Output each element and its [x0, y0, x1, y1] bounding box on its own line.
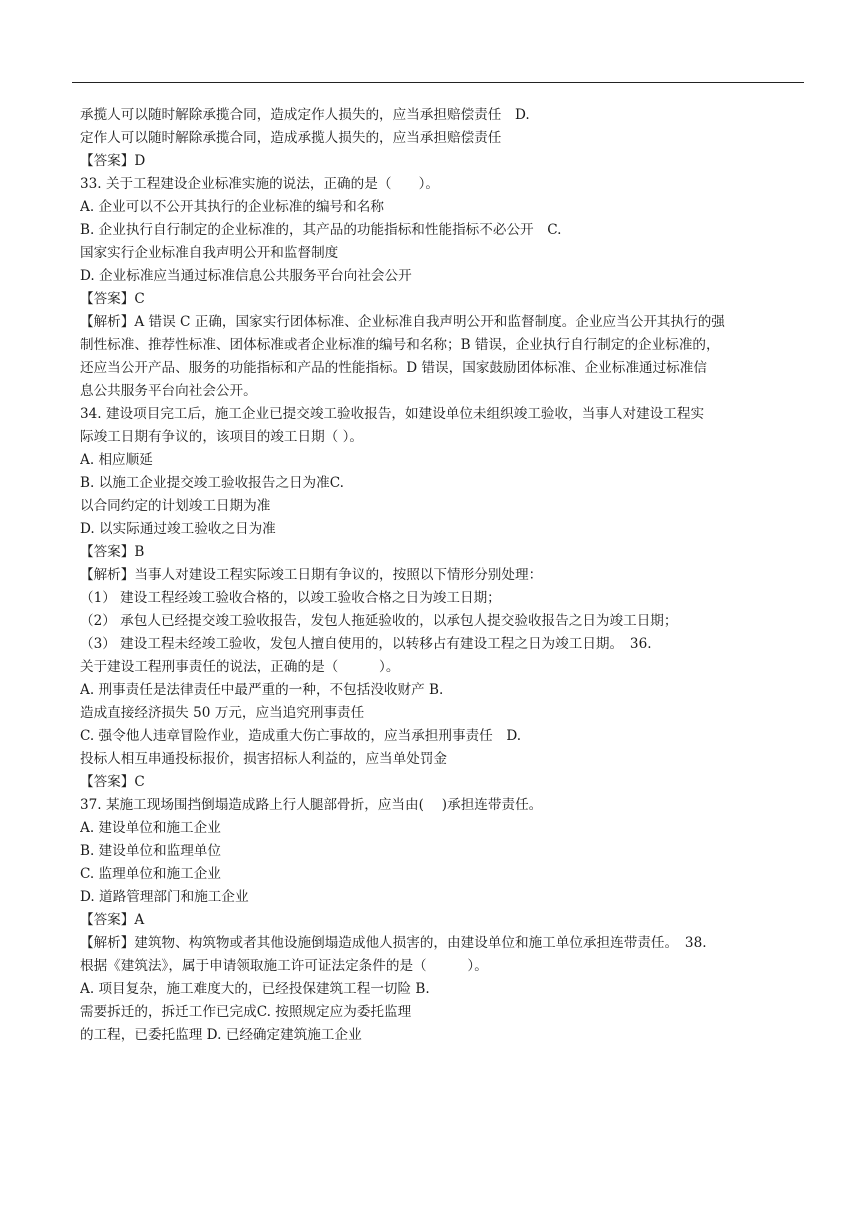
- text-line: 以合同约定的计划竣工日期为准: [80, 498, 271, 514]
- text-line: 需要拆迁的，拆迁工作已完成C. 按照规定应为委托监理: [80, 1004, 412, 1020]
- text-line: （3） 建设工程未经竣工验收，发包人擅自使用的，以转移占有建设工程之日为竣工日期。 36.: [80, 636, 652, 652]
- text-line: B. 建设单位和监理单位: [80, 843, 221, 859]
- text-line: 【答案】C: [80, 774, 145, 790]
- text-line: 【解析】建筑物、构筑物或者其他设施倒塌造成他人损害的，由建设单位和施工单位承担连带责任。 38.: [80, 935, 707, 951]
- text-line: 关于建设工程刑事责任的说法，正确的是（ ）。: [80, 659, 400, 675]
- text-line: A. 刑事责任是法律责任中最严重的一种，不包括没收财产 B.: [80, 682, 444, 698]
- text-line: D. 道路管理部门和施工企业: [80, 889, 249, 905]
- text-line: D. 企业标准应当通过标准信息公共服务平台向社会公开: [80, 268, 412, 284]
- text-line: 【解析】当事人对建设工程实际竣工日期有争议的，按照以下情形分别处理：: [80, 567, 543, 583]
- text-line: A. 企业可以不公开其执行的企业标准的编号和名称: [80, 199, 384, 215]
- text-line: 息公共服务平台向社会公开。: [80, 383, 257, 399]
- text-line: 根据《建筑法》，属于申请领取施工许可证法定条件的是（ ）。: [80, 958, 488, 974]
- text-line: 际竣工日期有争议的，该项目的竣工日期（ ）。: [80, 429, 363, 445]
- document-body: [80, 104, 790, 1047]
- text-line: 【答案】B: [80, 544, 145, 560]
- text-line: C. 强令他人违章冒险作业，造成重大伤亡事故的，应当承担刑事责任 D.: [80, 728, 522, 744]
- text-line: 33. 关于工程建设企业标准实施的说法，正确的是（ ）。: [80, 176, 439, 192]
- text-line: 【答案】D: [80, 153, 146, 169]
- text-line: 【答案】A: [80, 912, 145, 928]
- text-line: 37. 某施工现场围挡倒塌造成路上行人腿部骨折，应当由( )承担连带责任。: [80, 797, 543, 813]
- text-line: （2） 承包人已经提交竣工验收报告，发包人拖延验收的，以承包人提交验收报告之日为竣工日期；: [80, 613, 678, 629]
- text-line: B. 企业执行自行制定的企业标准的，其产品的功能指标和性能指标不必公开 C.: [80, 222, 562, 238]
- text-line: 造成直接经济损失 50 万元，应当追究刑事责任: [80, 705, 365, 721]
- text-line: D. 以实际通过竣工验收之日为准: [80, 521, 276, 537]
- text-line: 投标人相互串通投标报价，损害招标人利益的，应当单处罚金: [80, 751, 448, 767]
- text-line: C. 监理单位和施工企业: [80, 866, 221, 882]
- text-line: A. 建设单位和施工企业: [80, 820, 221, 836]
- text-line: 国家实行企业标准自我声明公开和监督制度: [80, 245, 339, 261]
- text-line: B. 以施工企业提交竣工验收报告之日为准C.: [80, 475, 344, 491]
- text-line: 还应当公开产品、服务的功能指标和产品的性能指标。D 错误，国家鼓励团体标准、企业标准通过标准信: [80, 360, 707, 376]
- text-line: 的工程，已委托监理 D. 已经确定建筑施工企业: [80, 1027, 362, 1043]
- text-line: A. 项目复杂，施工难度大的，已经投保建筑工程一切险 B.: [80, 981, 430, 997]
- text-line: A. 相应顺延: [80, 452, 153, 468]
- text-line: 【答案】C: [80, 291, 145, 307]
- text-line: 制性标准、推荐性标准、团体标准或者企业标准的编号和名称；B 错误，企业执行自行制定的企业标准的，: [80, 337, 720, 353]
- text-line: 定作人可以随时解除承揽合同，造成承揽人损失的，应当承担赔偿责任: [80, 130, 502, 146]
- text-line: （1） 建设工程经竣工验收合格的，以竣工验收合格之日为竣工日期；: [80, 590, 501, 606]
- text-line: 【解析】A 错误 C 正确，国家实行团体标准、企业标准自我声明公开和监督制度。企业应当公开其执行的强: [80, 314, 725, 330]
- header-rule: [72, 82, 804, 83]
- text-line: 34. 建设项目完工后，施工企业已提交竣工验收报告，如建设单位未组织竣工验收，当事人对建设工程实: [80, 406, 705, 422]
- text-line: 承揽人可以随时解除承揽合同，造成定作人损失的，应当承担赔偿责任 D.: [80, 107, 530, 123]
